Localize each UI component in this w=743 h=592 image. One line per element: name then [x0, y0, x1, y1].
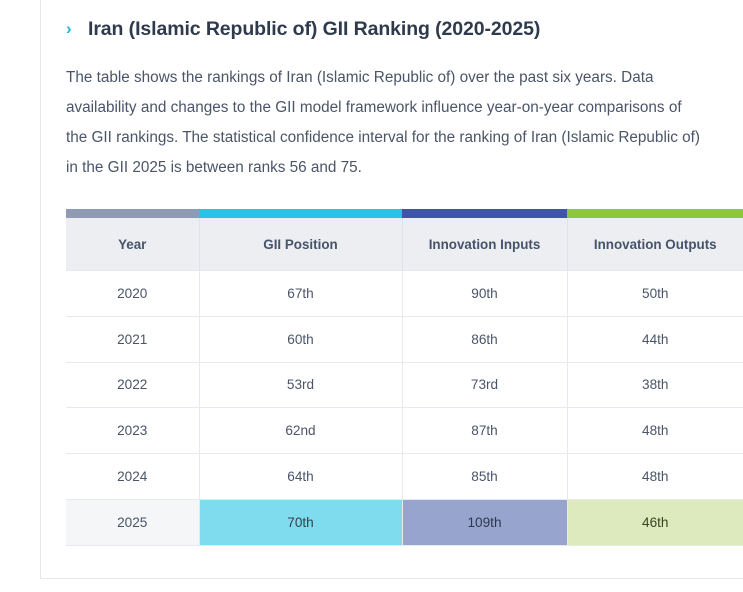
cell-innovation-outputs: 44th [567, 316, 743, 362]
cell-gii-position: 64th [199, 454, 402, 500]
table-row [66, 271, 743, 317]
column-header-innovation-outputs: Innovation Outputs [567, 218, 743, 271]
accent-bar-gii-position [199, 209, 402, 218]
cell-innovation-inputs: 90th [402, 271, 567, 317]
column-header-gii-position: GII Position [199, 218, 402, 271]
cell-innovation-inputs: 109th [402, 499, 567, 545]
table-row-current-year [66, 499, 743, 545]
cell-gii-position: 62nd [199, 408, 402, 454]
chevron-right-icon[interactable]: › [66, 19, 72, 38]
table-row [66, 316, 743, 362]
cell-innovation-inputs: 85th [402, 454, 567, 500]
column-header-year: Year [66, 218, 199, 271]
cell-innovation-outputs: 38th [567, 362, 743, 408]
cell-gii-position: 70th [199, 499, 402, 545]
cell-year: 2021 [66, 316, 199, 362]
cell-gii-position: 67th [199, 271, 402, 317]
cell-gii-position: 53rd [199, 362, 402, 408]
accent-bar-innovation-inputs [402, 209, 567, 218]
cell-innovation-outputs: 48th [567, 408, 743, 454]
section-content [66, 0, 743, 546]
cell-year: 2020 [66, 271, 199, 317]
accent-bar-year [66, 209, 199, 218]
card-bottom-border [40, 578, 743, 579]
section-header[interactable] [66, 18, 743, 41]
table-row [66, 408, 743, 454]
cell-innovation-outputs: 48th [567, 454, 743, 500]
page-title: Iran (Islamic Republic of) GII Ranking (2020-2025) [88, 18, 541, 40]
cell-innovation-inputs: 86th [402, 316, 567, 362]
accent-bar-innovation-outputs [567, 209, 743, 218]
table-row [66, 454, 743, 500]
table-row [66, 362, 743, 408]
column-header-innovation-inputs: Innovation Inputs [402, 218, 567, 271]
cell-gii-position: 60th [199, 316, 402, 362]
cell-year: 2023 [66, 408, 199, 454]
cell-innovation-inputs: 87th [402, 408, 567, 454]
cell-innovation-outputs: 50th [567, 271, 743, 317]
card-left-border [40, 0, 41, 578]
cell-year: 2025 [66, 499, 199, 545]
cell-innovation-outputs: 46th [567, 499, 743, 545]
table-accent-bar [66, 209, 743, 218]
cell-year: 2022 [66, 362, 199, 408]
table-header-row [66, 218, 743, 271]
cell-innovation-inputs: 73rd [402, 362, 567, 408]
cell-year: 2024 [66, 454, 199, 500]
gii-ranking-table [66, 209, 743, 546]
section-description: The table shows the rankings of Iran (Islamic Republic of) over the past six years. Data availability and changes to the GII model framework influence year-on-year comparisons of the GII rankings. The statistical confidence interval for the ranking of Iran (Islamic Republic of) in the GII 2025 is between ranks 56 and 75. [66, 69, 700, 176]
